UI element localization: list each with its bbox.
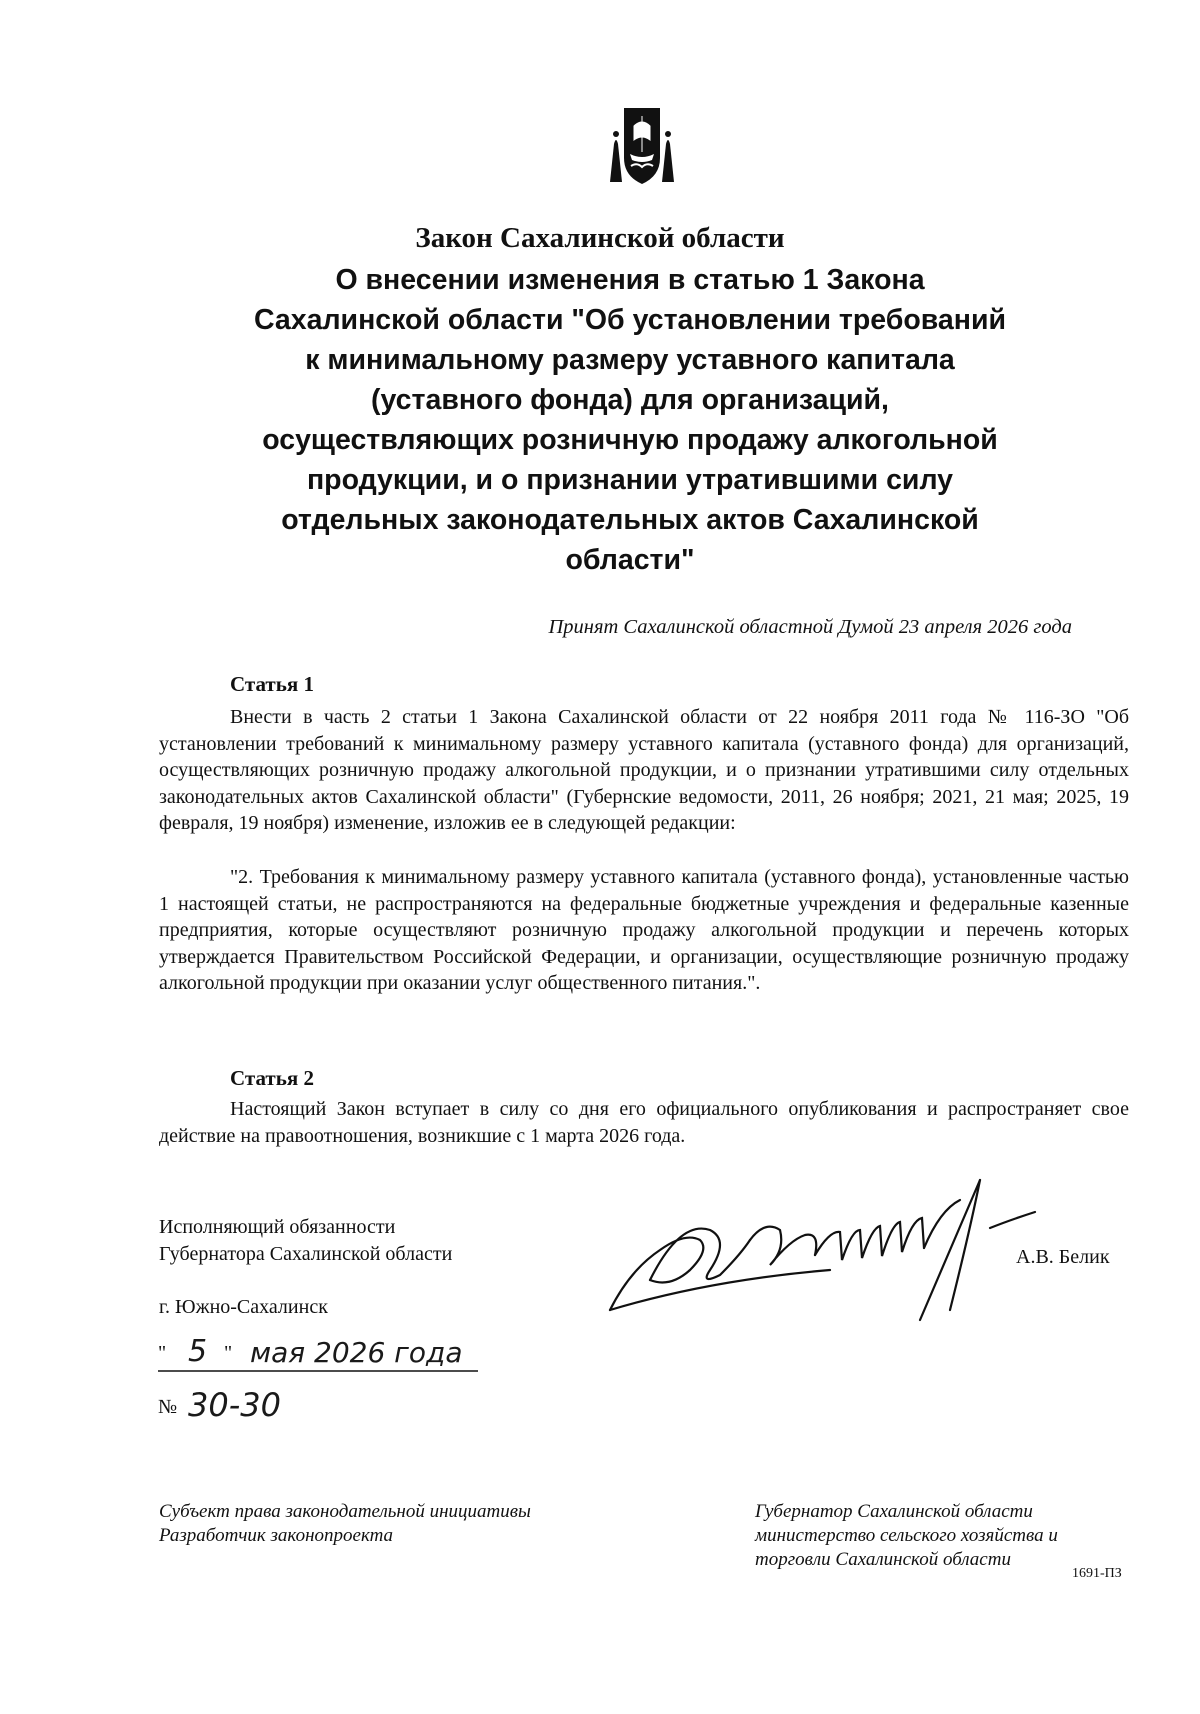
article-1-amendment-text: "2. Требования к минимальному размеру уставного капитала (уставного фонда), установленные частью 1 настоящей статьи, не распространяются на федеральные бюджетные учреждения и федеральные казенные предприятия, которые осуществляют розничную продажу алкогольной продукции и перечень которых утверждается Правительством Российской Федерации, и организации, осуществляющие розничную продажу алкогольной продукции при оказании услуг общественного питания.".: [159, 866, 1129, 995]
law-title-line: Сахалинской области "Об установлении требований: [253, 304, 1007, 336]
law-title-line: к минимальному размеру уставного капитала: [305, 344, 955, 376]
date-underline: [158, 1368, 478, 1374]
coat-of-arms-icon: [604, 104, 680, 186]
number-sign: №: [158, 1396, 178, 1418]
signatory-position-line: Исполняющий обязанности: [159, 1216, 396, 1238]
law-title-line: осуществляющих розничную продажу алкогольной: [262, 424, 998, 456]
signatory-position: [159, 1214, 452, 1268]
article-1-paragraph: Внести в часть 2 статьи 1 Закона Сахалинской области от 22 ноября 2011 года № 116-ЗО "Об установлении требований к минимальному размеру уставного капитала (уставного фонда) для организаций, осуществляющих розничную продажу алкогольной продукции, и о признании утратившими силу отдельных законодательных актов Сахалинской области" (Губернские ведомости, 2011, 26 ноября; 2021, 21 мая; 2025, 19 февраля, 19 ноября) изменение, изложив ее в следующей редакции:: [159, 706, 1129, 835]
date-day: 5: [188, 1334, 208, 1369]
signing-date: [158, 1334, 463, 1369]
law-title-line: О внесении изменения в статью 1 Закона: [335, 264, 925, 296]
article-2-paragraph: Настоящий Закон вступает в силу со дня его официального опубликования и распространяет свое действие на правоотношения, возникшие с 1 марта 2026 года.: [159, 1098, 1129, 1147]
number-value: 30-30: [188, 1386, 281, 1424]
article-2-heading: Статья 2: [230, 1066, 314, 1090]
signatory-name: А.В. Белик: [1016, 1246, 1110, 1268]
footer-right-line: торговли Сахалинской области: [755, 1549, 1011, 1570]
law-title-line: области": [565, 544, 695, 576]
footer-left-line: Субъект права законодательной инициативы: [159, 1501, 531, 1522]
date-quote-open: ": [158, 1342, 167, 1364]
article-1-heading: Статья 1: [230, 672, 314, 696]
initiative-subject-values: [755, 1500, 1058, 1572]
footer-right-line: Губернатор Сахалинской области: [755, 1501, 1033, 1522]
document-code: 1691-ПЗ: [1072, 1566, 1122, 1581]
footer-right-line: министерство сельского хозяйства и: [755, 1525, 1058, 1546]
date-month-year: мая 2026 года: [250, 1336, 463, 1369]
adoption-note: Принят Сахалинской областной Думой 23 апреля 2026 года: [548, 616, 1072, 638]
law-kind-heading: Закон Сахалинской области: [415, 222, 785, 254]
law-title-line: продукции, и о признании утратившими силу: [306, 464, 954, 496]
signing-city: г. Южно-Сахалинск: [159, 1296, 328, 1318]
footer-left-line: Разработчик законопроекта: [159, 1525, 394, 1546]
date-quote-close: ": [224, 1342, 233, 1364]
law-title: [190, 260, 1070, 580]
signatory-position-line: Губернатора Сахалинской области: [159, 1243, 453, 1265]
law-title-line: отдельных законодательных актов Сахалинской: [281, 504, 979, 536]
law-title-line: (уставного фонда) для организаций,: [371, 384, 889, 416]
initiative-subject-labels: [159, 1500, 531, 1548]
